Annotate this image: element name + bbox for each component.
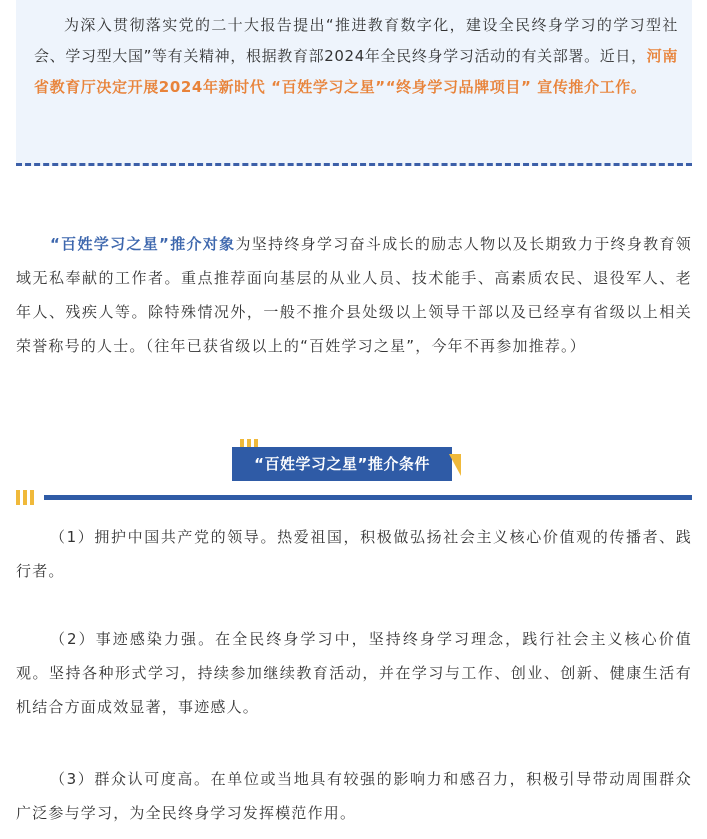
condition-item: （1）拥护中国共产党的领导。热爱祖国，积极做弘扬社会主义核心价值观的传播者、践行者。 <box>16 528 692 580</box>
target-label: “百姓学习之星”推介对象 <box>50 235 236 253</box>
ribbon-corner-decoration <box>449 454 461 476</box>
intro-text: 为深入贯彻落实党的二十大报告提出“推进教育数字化，建设全民终身学习的学习型社会、学习型大国”等有关精神，根据教育部2024年全民终身学习活动的有关部署。近日， <box>34 16 678 65</box>
header-underline <box>44 495 692 500</box>
section-header <box>0 436 707 506</box>
stripes-decoration <box>16 490 38 505</box>
intro-highlight: 河南省教育厅决定开展2024年新时代 “百姓学习之星”“终身学习品牌项目” 宣传推介工作。 <box>34 47 678 96</box>
condition-item: （3）群众认可度高。在单位或当地具有较强的影响力和感召力，积极引导带动周围群众广泛参与学习，为全民终身学习发挥模范作用。 <box>16 770 692 822</box>
target-paragraph <box>16 227 692 363</box>
conditions-title: “百姓学习之星”推介条件 <box>232 447 452 481</box>
intro-paragraph <box>34 10 678 103</box>
dashed-divider <box>16 163 692 166</box>
target-text: 为坚持终身学习奋斗成长的励志人物以及长期致力于终身教育领域无私奉献的工作者。重点推荐面向基层的从业人员、技术能手、高素质农民、退役军人、老年人、残疾人等。除特殊情况外，一般不推介县处级以上领导干部以及已经享有省级以上相关荣誉称号的人士。（往年已获省级以上的“百姓学习之星”，今年不再参加推荐。） <box>16 235 692 355</box>
intro-box <box>16 0 692 166</box>
condition-item: （2）事迹感染力强。在全民终身学习中，坚持终身学习理念，践行社会主义核心价值观。坚持各种形式学习，持续参加继续教育活动，并在学习与工作、创业、创新、健康生活有机结合方面成效显著，事迹感人。 <box>16 630 692 716</box>
